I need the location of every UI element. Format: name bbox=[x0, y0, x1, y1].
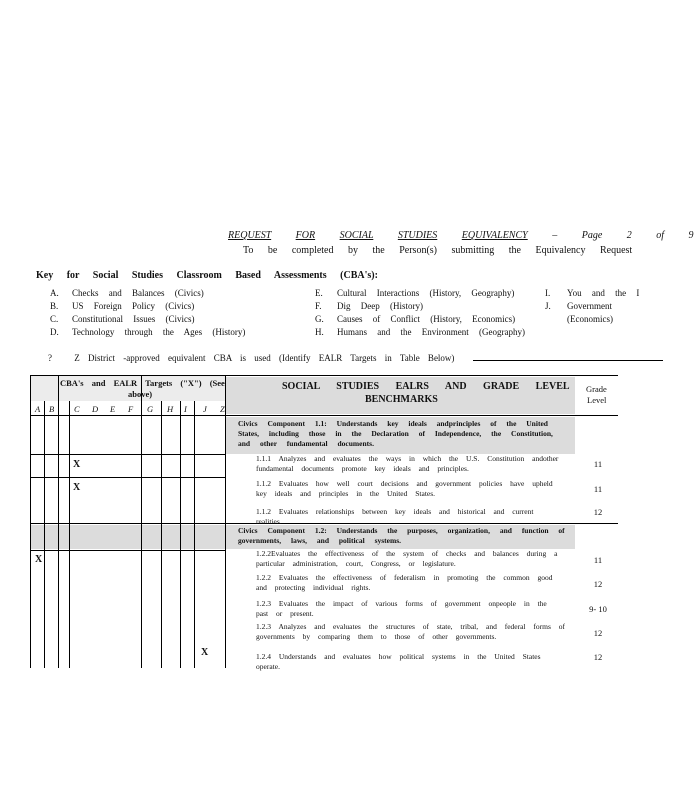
benchmark-row: 1.2.4 Understands and evaluates how political systems in the United States operate. bbox=[256, 652, 541, 671]
benchmark-row: 1.1.2 Evaluates relationships between key ideals and historical and current realities. bbox=[256, 507, 534, 526]
key-item-b: B. US Foreign Policy (Civics) bbox=[50, 301, 195, 311]
key-item-d: D. Technology through the Ages (History) bbox=[50, 327, 246, 337]
col-letter-a: A bbox=[35, 404, 41, 414]
col-letter-b: B bbox=[49, 404, 55, 414]
key-item-i: I. You and the I bbox=[545, 288, 640, 298]
grade-level-header: Grade bbox=[586, 384, 607, 394]
cba-targets-header: CBA's and EALR Targets ("X") (See bbox=[60, 378, 225, 388]
key-item-g: G. Causes of Conflict (History, Economics) bbox=[315, 314, 516, 324]
col-letter-i: I bbox=[184, 404, 187, 414]
cba-targets-header-cont: above) bbox=[128, 389, 153, 399]
section-title-civics-1-2: Civics Component 1.2: Understands the purposes, organization, and function of governments, laws, and political systems. bbox=[238, 526, 565, 545]
district-cba-input-line[interactable] bbox=[473, 352, 663, 361]
key-item-j: J. Government bbox=[545, 301, 612, 311]
grade-cell: 11 bbox=[593, 555, 603, 565]
benchmark-row: 1.2.2 Evaluates the effectiveness of federalism in promoting the common good and protecting individual rights. bbox=[256, 573, 553, 592]
key-item-a: A. Checks and Balances (Civics) bbox=[50, 288, 204, 298]
key-title: Key for Social Studies Classroom Based Assessments (CBA's): bbox=[36, 270, 378, 281]
grade-cell: 12 bbox=[593, 579, 603, 589]
col-letter-g: G bbox=[147, 404, 154, 414]
benchmarks-header: SOCIAL STUDIES EALRS AND GRADE LEVEL bbox=[282, 381, 570, 392]
section-title-civics-1-1: Civics Component 1.1: Understands key ideals andprinciples of the United States, including those in the Declaration of Independence, the Constitution, and other fundamental documents. bbox=[238, 419, 553, 448]
district-cba-line: ? Z District -approved equivalent CBA is used (Identify EALR Targets in Table Below) bbox=[48, 352, 663, 363]
page-label: – Page bbox=[552, 230, 603, 241]
col-letter-h: H bbox=[167, 404, 174, 414]
key-item-j-cont: (Economics) bbox=[567, 314, 613, 324]
grade-cell: 11 bbox=[593, 484, 603, 494]
form-title: REQUEST FOR SOCIAL STUDIES EQUIVALENCY – Page 2 of 9 bbox=[228, 230, 694, 241]
col-letter-z: Z bbox=[220, 404, 225, 414]
benchmark-row: 1.2.2Evaluates the effectiveness of the system of checks and balances during a particular administration, court, Congress, or legislature. bbox=[256, 549, 558, 568]
form-subtitle: To be completed by the Person(s) submitting the Equivalency Request bbox=[243, 245, 633, 256]
col-letter-j: J bbox=[203, 404, 207, 414]
col-letter-f: F bbox=[128, 404, 134, 414]
grade-cell: 11 bbox=[593, 459, 603, 469]
benchmarks-header-cont: BENCHMARKS bbox=[365, 394, 438, 405]
col-letter-e: E bbox=[110, 404, 116, 414]
col-letter-c: C bbox=[74, 404, 80, 414]
key-item-f: F. Dig Deep (History) bbox=[315, 301, 423, 311]
key-item-e: E. Cultural Interactions (History, Geography) bbox=[315, 288, 515, 298]
benchmark-table bbox=[30, 375, 618, 671]
benchmark-row: 1.2.3 Analyzes and evaluates the structures of state, tribal, and federal forms of governments by comparing them to those of other governments. bbox=[256, 622, 566, 641]
grade-cell: 12 bbox=[593, 628, 603, 638]
col-letter-d: D bbox=[92, 404, 99, 414]
key-item-c: C. Constitutional Issues (Civics) bbox=[50, 314, 195, 324]
page-number: 2 bbox=[626, 230, 632, 241]
key-item-h: H. Humans and the Environment (Geography) bbox=[315, 327, 525, 337]
target-mark-c: X bbox=[73, 459, 81, 470]
grade-cell: 9- 10 bbox=[589, 604, 607, 614]
target-mark-a: X bbox=[35, 554, 43, 565]
benchmark-row: 1.1.2 Evaluates how well court decisions and government policies have upheld key ideals and principles in the United States. bbox=[256, 479, 553, 498]
page-total: of 9 bbox=[656, 230, 694, 241]
benchmark-row: 1.1.1 Analyzes and evaluates the ways in which the U.S. Constitution andother fundamental documents promote key ideals and principles. bbox=[256, 454, 559, 473]
grade-level-header-cont: Level bbox=[587, 395, 607, 405]
target-mark-c: X bbox=[73, 482, 81, 493]
checkbox-mark[interactable]: ? bbox=[48, 353, 52, 363]
target-mark-j: X bbox=[201, 647, 209, 658]
grade-cell: 12 bbox=[593, 507, 603, 517]
benchmark-row: 1.2.3 Evaluates the impact of various forms of government onpeople in the past or present. bbox=[256, 599, 547, 618]
grade-cell: 12 bbox=[593, 652, 603, 662]
